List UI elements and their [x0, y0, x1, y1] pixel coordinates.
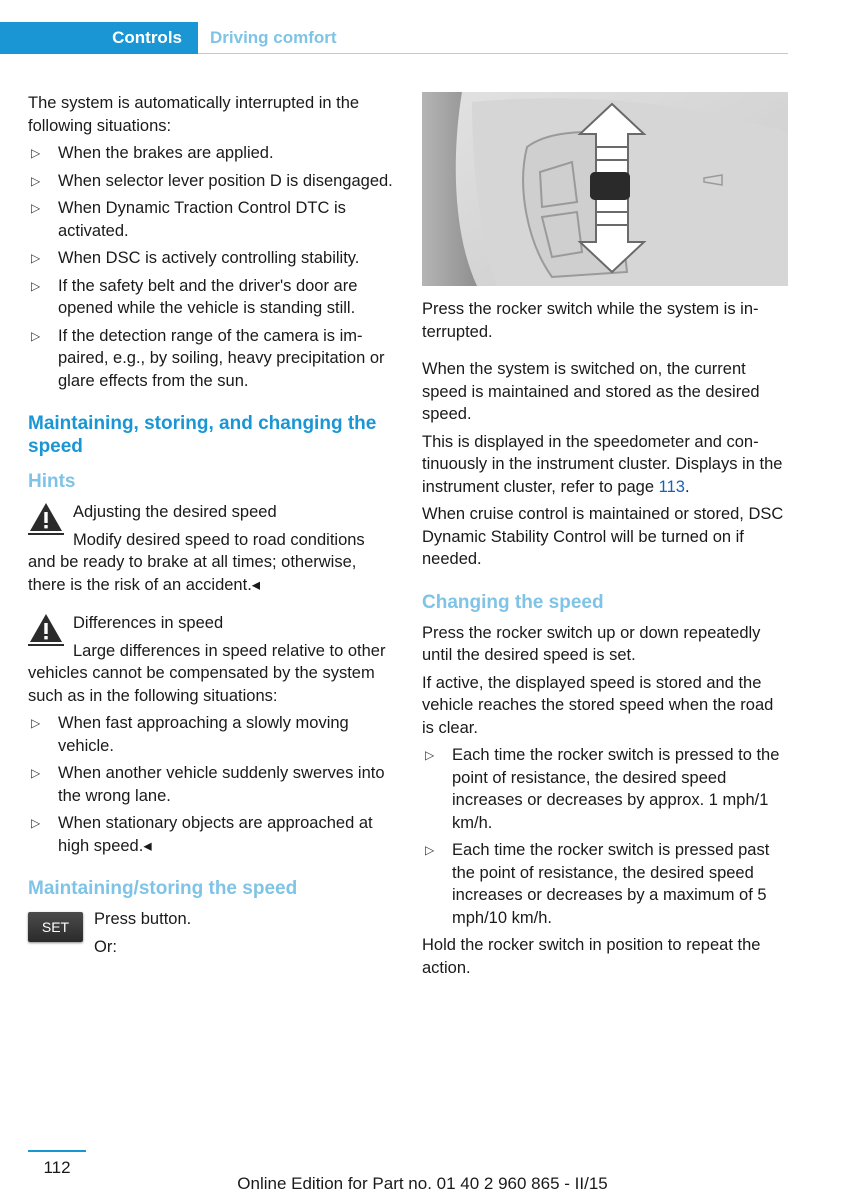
- list-item: ▷ When fast approaching a slowly moving vehicle.: [31, 714, 349, 755]
- bullet-triangle-icon: ▷: [31, 251, 41, 265]
- warning-text: Modify desired speed to road conditions and be ready to brake at all times; otherwise, there is the risk of an accident.◂: [28, 530, 365, 594]
- bullet-triangle-icon: ▷: [31, 173, 41, 188]
- list-item: ▷ When Dynamic Traction Control DTC is activated.: [31, 199, 346, 240]
- bullet-triangle-icon: ▷: [31, 278, 41, 293]
- right-column: [422, 92, 788, 984]
- warning-block: [28, 612, 396, 707]
- hold-text: Hold the rocker switch in position to repeat the action.: [422, 936, 761, 977]
- or-text: Or:: [94, 938, 117, 956]
- warning-icon: [28, 612, 64, 646]
- section-heading: Maintaining, storing, and changing the speed: [28, 413, 377, 457]
- steering-wheel-rocker-image: [422, 92, 788, 286]
- interruption-list: [28, 142, 396, 392]
- warning-title: Differences in speed: [73, 614, 224, 632]
- list-item: ▷ Each time the rocker switch is pressed past the point of resistance, the desired speed increases or decreases by a maximum of 5 mph/10 km/h.: [425, 841, 770, 927]
- speed-situation-list: [28, 712, 396, 857]
- changing-heading: Changing the speed: [422, 591, 604, 613]
- list-item: ▷ When another vehicle suddenly swerves into the wrong lane.: [31, 764, 385, 805]
- interruption-intro: The system is automatically interrupted in the following situations:: [28, 94, 360, 135]
- bullet-triangle-icon: ▷: [425, 843, 435, 857]
- press-button-text: Press button.: [94, 910, 192, 928]
- warning-icon: [28, 501, 64, 535]
- header-divider: [198, 53, 788, 54]
- list-item: ▷ When selector lever position D is disengaged.: [28, 170, 396, 193]
- list-item: ▷ If the detection range of the camera is impaired, e.g., by soiling, heavy precipitation or glare effects from the sun.: [31, 326, 385, 390]
- warning-block: [28, 501, 396, 596]
- rocker-instruction: Press the rocker switch while the system is interrupted.: [422, 300, 759, 341]
- change-list: [422, 744, 788, 929]
- switched-on-text: When the system is switched on, the current speed is maintained and stored as the desired speed.: [422, 360, 760, 423]
- warning-text: Large differences in speed relative to other vehicles cannot be compensated by the system such as in the following situations:: [28, 641, 386, 705]
- warning-title: Adjusting the desired speed: [73, 503, 277, 521]
- list-item: ▷ Each time the rocker switch is pressed to the point of resistance, the desired speed increases or decreases by approx. 1 mph/1 km/h.: [425, 746, 780, 832]
- bullet-triangle-icon: ▷: [31, 201, 41, 215]
- set-instruction: [28, 908, 396, 960]
- bullet-triangle-icon: ▷: [31, 328, 41, 343]
- bullet-triangle-icon: ▷: [31, 716, 41, 730]
- bullet-triangle-icon: ▷: [31, 146, 41, 160]
- subsection-tab: Driving comfort: [210, 28, 337, 47]
- set-button-icon: SET: [28, 912, 83, 942]
- list-item: ▷ If the safety belt and the driver's door are opened while the vehicle is standing still.: [31, 276, 358, 317]
- section-tab: Controls: [0, 22, 198, 54]
- page-number: 112: [43, 1158, 71, 1177]
- left-column: [28, 92, 396, 960]
- list-item: ▷ When the brakes are applied.: [28, 142, 396, 165]
- bullet-triangle-icon: ▷: [425, 748, 435, 762]
- hints-heading: Hints: [28, 471, 76, 492]
- list-item: ▷ When DSC is actively controlling stability.: [28, 247, 396, 270]
- list-item: ▷ When stationary objects are approached at high speed.◂: [31, 814, 373, 855]
- dsc-text: When cruise control is maintained or stored, DSC Dynamic Stability Control will be turned on if needed.: [422, 505, 784, 568]
- bullet-triangle-icon: ▷: [31, 766, 41, 780]
- changing-text: Press the rocker switch up or down repeatedly until the desired speed is set.: [422, 623, 761, 664]
- active-text: If active, the displayed speed is stored and the vehicle reaches the stored speed when the road is clear.: [422, 673, 774, 737]
- page-reference-link[interactable]: 113: [658, 477, 685, 496]
- edition-text: Online Edition for Part no. 01 40 2 960 865 - II/15: [237, 1174, 608, 1193]
- footer-rule: [28, 1150, 86, 1152]
- displayed-text: This is displayed in the speedometer and continuously in the instrument cluster. Displays in the instrument cluster, refer to page 113.: [422, 432, 783, 496]
- storing-heading: Maintaining/storing the speed: [28, 878, 298, 899]
- bullet-triangle-icon: ▷: [31, 816, 41, 830]
- page-header: [0, 22, 788, 54]
